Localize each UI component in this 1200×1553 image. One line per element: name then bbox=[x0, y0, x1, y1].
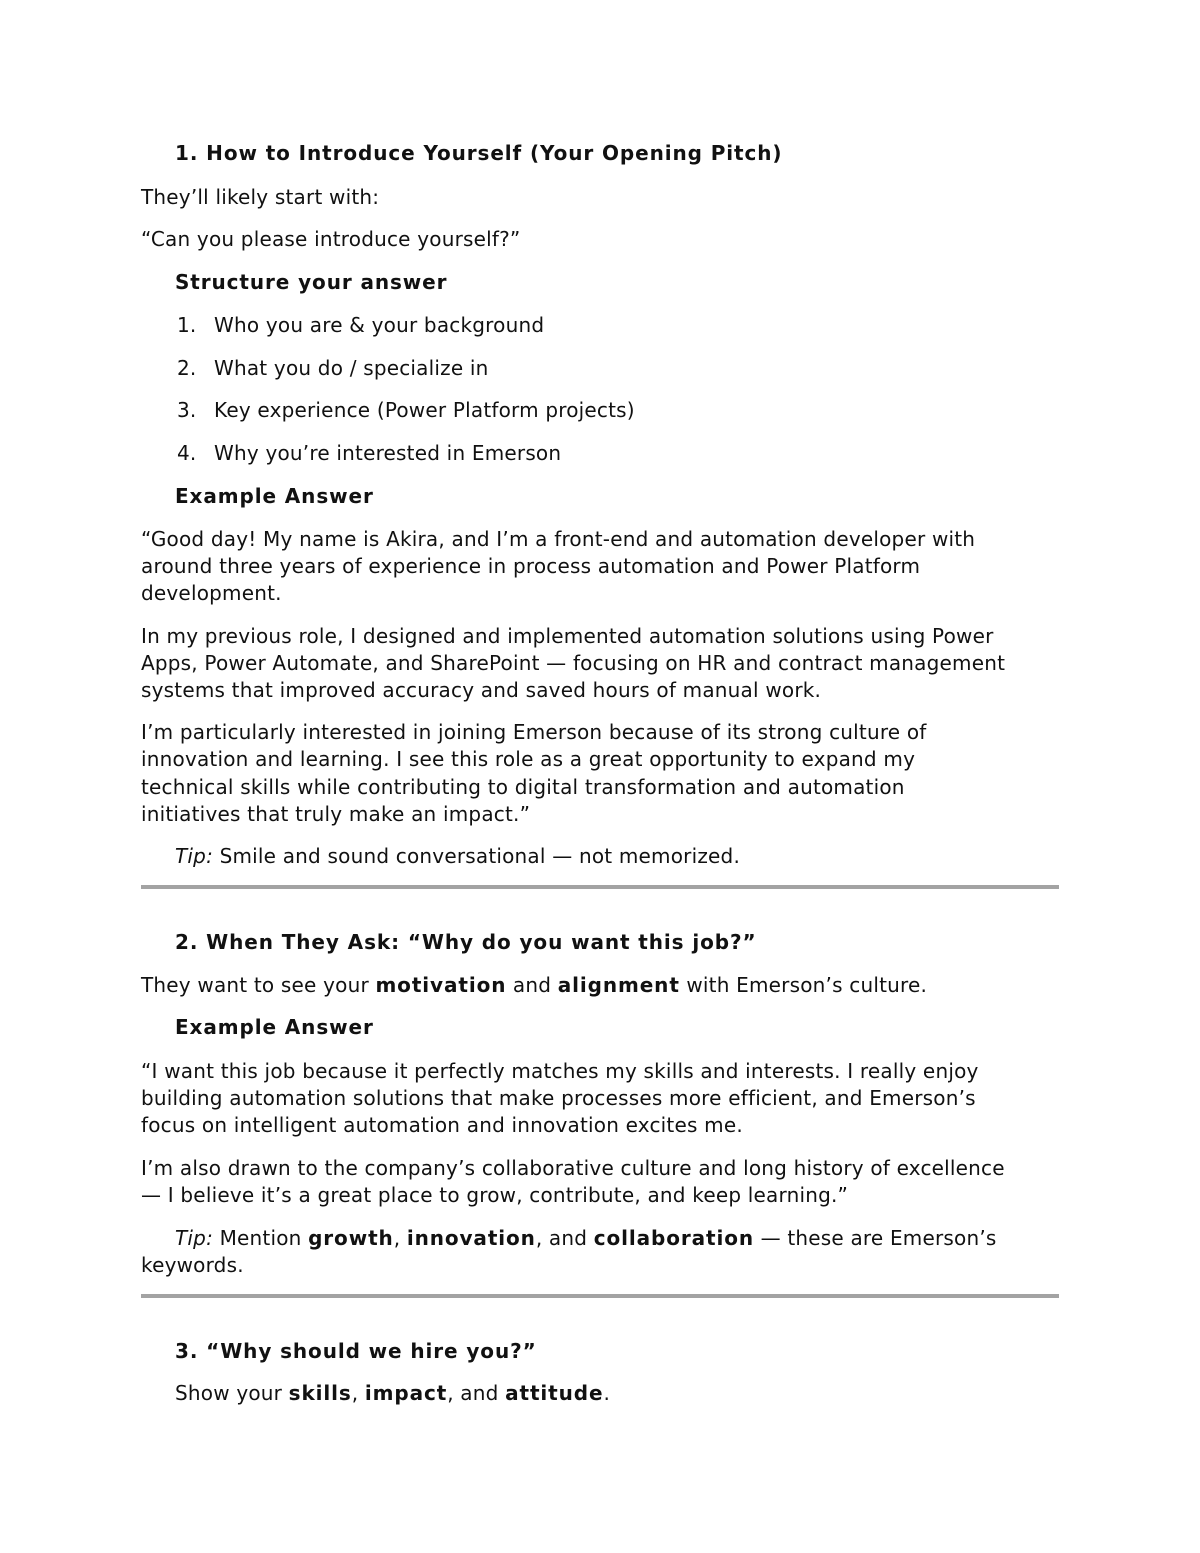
answer-line: Apps, Power Automate, and SharePoint — focusing on HR and contract management bbox=[141, 651, 1006, 675]
list-item-text: Who you are & your background bbox=[214, 313, 545, 337]
answer-line: technical skills while contributing to digital transformation and automation bbox=[141, 775, 905, 799]
bold-term: growth bbox=[308, 1226, 394, 1250]
list-item bbox=[177, 355, 489, 382]
list-item-text: What you do / specialize in bbox=[214, 356, 489, 380]
list-item bbox=[177, 312, 544, 339]
section-1-heading: 1. How to Introduce Yourself (Your Opening Pitch) bbox=[175, 141, 783, 165]
text-run: . bbox=[603, 1381, 611, 1405]
list-item-number: 4. bbox=[177, 441, 197, 465]
structure-heading: Structure your answer bbox=[175, 270, 448, 294]
bold-term: skills bbox=[288, 1381, 352, 1405]
answer-line: “I want this job because it perfectly matches my skills and interests. I really enjoy bbox=[141, 1059, 979, 1083]
answer-line: building automation solutions that make processes more efficient, and Emerson’s bbox=[141, 1086, 976, 1110]
answer-line: initiatives that truly make an impact.” bbox=[141, 802, 531, 826]
bold-term: impact bbox=[364, 1381, 448, 1405]
answer-line: focus on intelligent automation and innovation excites me. bbox=[141, 1113, 743, 1137]
section-1-intro: They’ll likely start with: bbox=[141, 185, 380, 209]
bold-term: attitude bbox=[505, 1381, 604, 1405]
section-2-heading: 2. When They Ask: “Why do you want this job?” bbox=[175, 930, 757, 954]
answer-line: “Good day! My name is Akira, and I’m a front-end and automation developer with bbox=[141, 527, 976, 551]
list-item-text: Why you’re interested in Emerson bbox=[214, 441, 562, 465]
answer-line: I’m also drawn to the company’s collaborative culture and long history of excellence bbox=[141, 1156, 1005, 1180]
text-run: , and bbox=[535, 1226, 594, 1250]
example-answer-heading: Example Answer bbox=[175, 484, 374, 508]
tip-line bbox=[175, 1225, 997, 1252]
horizontal-divider bbox=[141, 1294, 1059, 1298]
list-item bbox=[177, 397, 635, 424]
answer-line: around three years of experience in process automation and Power Platform bbox=[141, 554, 921, 578]
section-3-heading: 3. “Why should we hire you?” bbox=[175, 1339, 537, 1363]
section-3-intro bbox=[175, 1380, 610, 1407]
answer-line: innovation and learning. I see this role as a great opportunity to expand my bbox=[141, 747, 916, 771]
bold-term: collaboration bbox=[593, 1226, 755, 1250]
text-run: — these are Emerson’s bbox=[754, 1226, 997, 1250]
answer-line: systems that improved accuracy and saved hours of manual work. bbox=[141, 678, 822, 702]
text-run: They want to see your bbox=[141, 973, 376, 997]
example-answer-heading: Example Answer bbox=[175, 1015, 374, 1039]
tip-label: Tip: bbox=[175, 844, 214, 868]
tip-line-continued: keywords. bbox=[141, 1253, 244, 1277]
answer-line: In my previous role, I designed and implemented automation solutions using Power bbox=[141, 624, 994, 648]
list-item-number: 1. bbox=[177, 313, 197, 337]
answer-line: I’m particularly interested in joining Emerson because of its strong culture of bbox=[141, 720, 927, 744]
tip-label: Tip: bbox=[175, 1226, 214, 1250]
list-item-number: 2. bbox=[177, 356, 197, 380]
answer-line: — I believe it’s a great place to grow, contribute, and keep learning.” bbox=[141, 1183, 849, 1207]
bold-term: alignment bbox=[557, 973, 680, 997]
tip-text: Smile and sound conversational — not memorized. bbox=[213, 844, 741, 868]
section-2-intro bbox=[141, 972, 927, 999]
tip-line bbox=[175, 843, 740, 870]
text-run: Show your bbox=[175, 1381, 289, 1405]
text-run: with Emerson’s culture. bbox=[679, 973, 928, 997]
text-run: , bbox=[393, 1226, 407, 1250]
horizontal-divider bbox=[141, 885, 1059, 889]
text-run: Mention bbox=[213, 1226, 309, 1250]
bold-term: innovation bbox=[406, 1226, 536, 1250]
list-item-text: Key experience (Power Platform projects) bbox=[214, 398, 635, 422]
list-item bbox=[177, 440, 561, 467]
bold-term: motivation bbox=[375, 973, 507, 997]
text-run: , and bbox=[447, 1381, 506, 1405]
answer-line: development. bbox=[141, 581, 282, 605]
section-1-question: “Can you please introduce yourself?” bbox=[141, 227, 521, 251]
text-run: , bbox=[351, 1381, 365, 1405]
text-run: and bbox=[506, 973, 558, 997]
list-item-number: 3. bbox=[177, 398, 197, 422]
